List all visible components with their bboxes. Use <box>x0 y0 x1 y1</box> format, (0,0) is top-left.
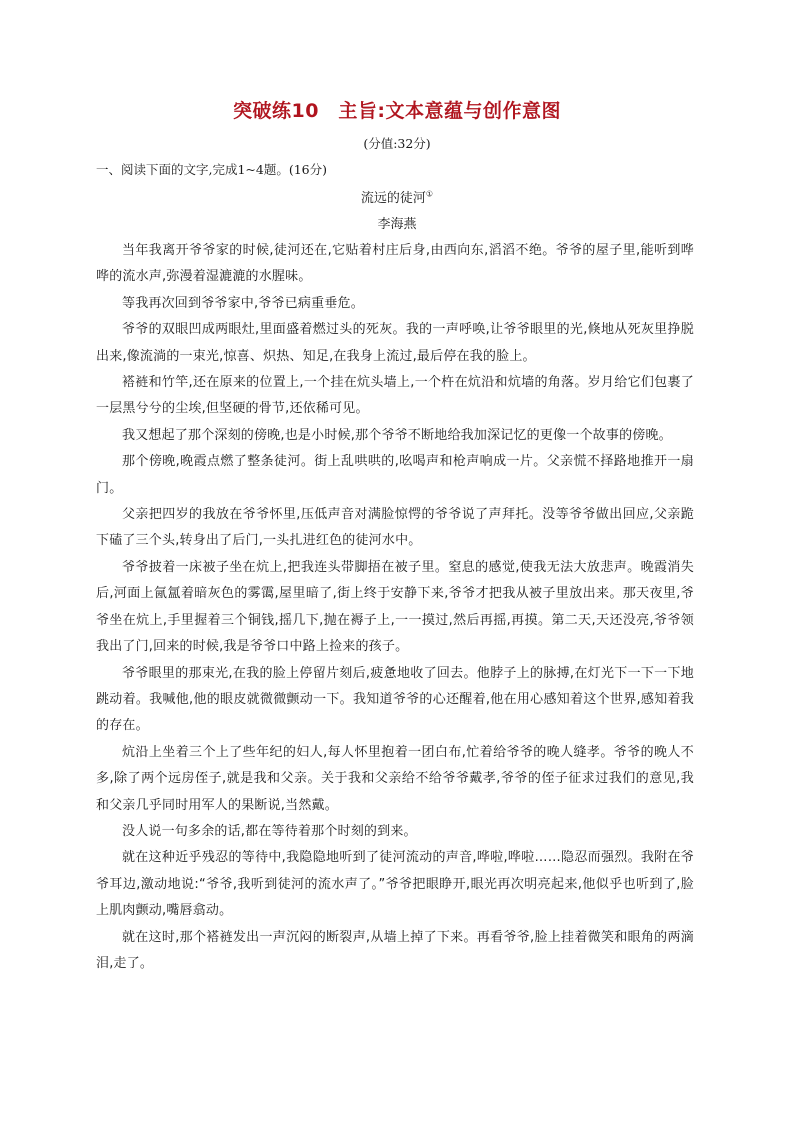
page-title: 突破练10 主旨:文本意蕴与创作意图 <box>232 100 562 122</box>
story-title-text: 流远的徒河 <box>360 191 426 206</box>
paragraph: 爷爷披着一床被子坐在炕上,把我连头带脚捂在被子里。窒息的感觉,使我无法大放悲声。晚霞消失后,河面上氤氲着暗灰色的雾霭,屋里暗了,街上终于安静下来,爷爷才把我从被子里放出来。那天夜里,爷爷坐在炕上,手里握着三个铜钱,摇几下,抛在褥子上,一一摸过,然后再摇,再摸。第二天,天还没亮,爷爷领我出了门,回来的时候,我是爷爷口中路上捡来的孩子。 <box>96 559 694 655</box>
story-author: 李海燕 <box>377 217 417 232</box>
paragraph: 当年我离开爷爷家的时候,徒河还在,它贴着村庄后身,由西向东,滔滔不绝。爷爷的屋子里,能听到哗哗的流水声,弥漫着湿漉漉的水腥味。 <box>96 243 694 285</box>
paragraph: 没人说一句多余的话,都在等待着那个时刻的到来。 <box>122 823 417 839</box>
paragraph: 炕沿上坐着三个上了些年纪的妇人,每人怀里抱着一团白布,忙着给爷爷的晚人缝孝。爷爷的晚人不多,除了两个远房侄子,就是我和父亲。关于我和父亲给不给爷爷戴孝,爷爷的侄子征求过我们的意见,我和父亲几乎同时用军人的果断说,当然戴。 <box>96 744 694 813</box>
paragraph: 等我再次回到爷爷家中,爷爷已病重垂危。 <box>122 295 364 311</box>
paragraph: 那个傍晚,晚霞点燃了整条徒河。街上乱哄哄的,吆喝声和枪声响成一片。父亲慌不择路地推开一扇门。 <box>96 454 694 496</box>
footnote-mark: ① <box>425 189 434 199</box>
paragraph: 就在这时,那个褡裢发出一声沉闷的断裂声,从墙上掉了下来。再看爷爷,脸上挂着微笑和眼角的两滴泪,走了。 <box>96 929 694 971</box>
story-title <box>0 187 794 206</box>
paragraph: 爷爷的双眼凹成两眼灶,里面盛着燃过头的死灰。我的一声呼唤,让爷爷眼里的光,倏地从死灰里挣脱出来,像流淌的一束光,惊喜、炽热、知足,在我身上流过,最后停在我的脸上。 <box>96 322 694 364</box>
score-note: (分值:32分) <box>363 136 431 151</box>
paragraph: 爷爷眼里的那束光,在我的脸上停留片刻后,疲惫地收了回去。他脖子上的脉搏,在灯光下一下一下地跳动着。我喊他,他的眼皮就微微颤动一下。我知道爷爷的心还醒着,他在用心感知着这个世界,感知着我的存在。 <box>96 665 694 734</box>
paragraph: 褡裢和竹竿,还在原来的位置上,一个挂在炕头墙上,一个杵在炕沿和炕墙的角落。岁月给它们包裹了一层黑兮兮的尘埃,但坚硬的骨节,还依稀可见。 <box>96 375 694 417</box>
paragraph: 就在这种近乎残忍的等待中,我隐隐地听到了徒河流动的声音,哗啦,哗啦……隐忍而强烈。我附在爷爷耳边,激动地说:“爷爷,我听到徒河的流水声了。”爷爷把眼睁开,眼光再次明亮起来,他似乎也听到了,脸上肌肉颤动,嘴唇翕动。 <box>96 850 694 919</box>
paragraph: 我又想起了那个深刻的傍晚,也是小时候,那个爷爷不断地给我加深记忆的更像一个故事的傍晚。 <box>122 427 672 443</box>
section-instruction: 一、阅读下面的文字,完成1~4题。(16分) <box>96 162 328 177</box>
paragraph: 父亲把四岁的我放在爷爷怀里,压低声音对满脸惊愕的爷爷说了声拜托。没等爷爷做出回应,父亲跪下磕了三个头,转身出了后门,一头扎进红色的徒河水中。 <box>96 507 694 549</box>
story-body <box>96 238 694 977</box>
